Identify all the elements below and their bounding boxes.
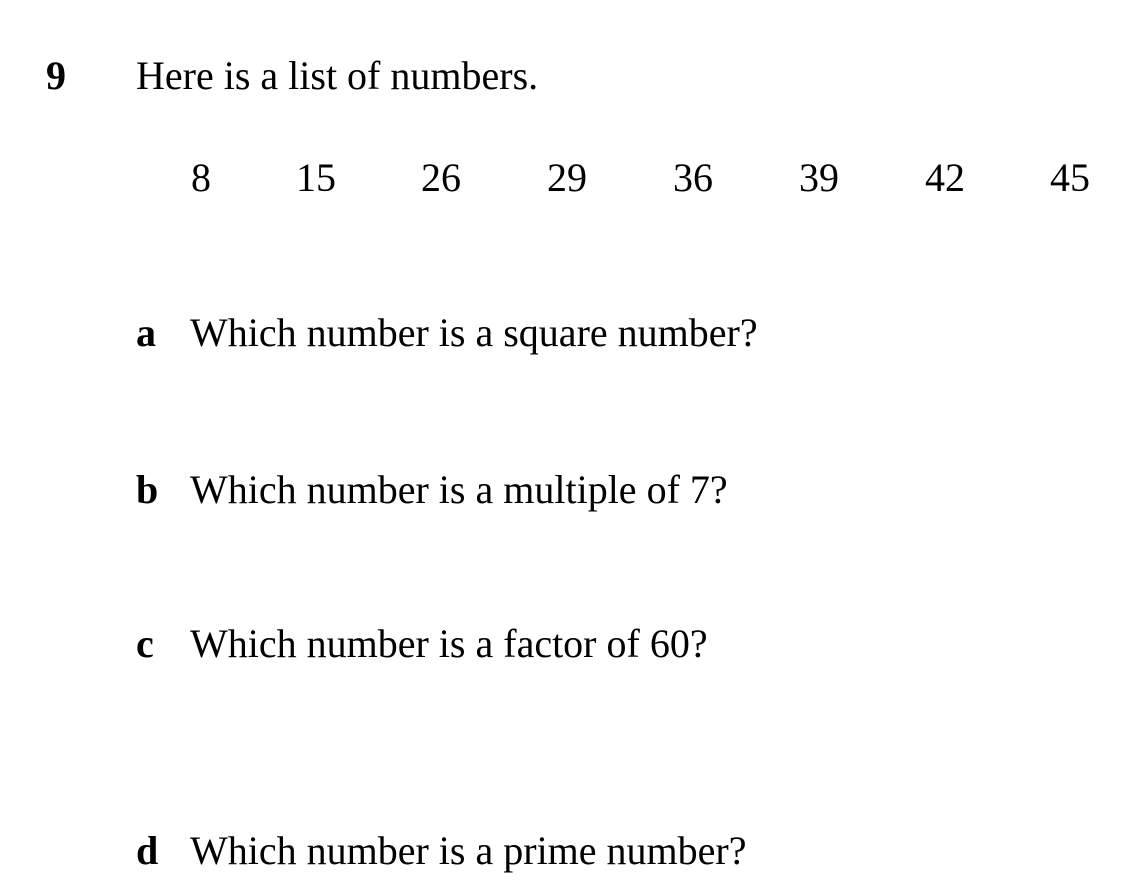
list-number: 8 — [191, 155, 211, 200]
part-text: Which number is a prime number? — [190, 828, 747, 873]
part-letter: d — [136, 828, 159, 873]
question-part-d — [136, 827, 746, 875]
question-intro: Here is a list of numbers. — [136, 53, 539, 98]
list-number: 42 — [925, 155, 965, 200]
part-letter: c — [136, 621, 154, 666]
part-text: Which number is a square number? — [190, 310, 758, 355]
question-part-b — [136, 466, 728, 514]
list-number: 36 — [673, 155, 713, 200]
list-number: 15 — [296, 155, 336, 200]
part-letter: b — [136, 467, 159, 512]
part-letter: a — [136, 310, 156, 355]
number-list — [0, 154, 1133, 204]
list-number: 45 — [1050, 155, 1090, 200]
list-number: 26 — [421, 155, 461, 200]
list-number: 39 — [799, 155, 839, 200]
question-number: 9 — [46, 53, 66, 98]
part-text: Which number is a multiple of 7? — [190, 467, 728, 512]
part-text: Which number is a factor of 60? — [190, 621, 708, 666]
list-number: 29 — [547, 155, 587, 200]
question-part-a — [136, 309, 758, 357]
question-part-c — [136, 620, 708, 668]
